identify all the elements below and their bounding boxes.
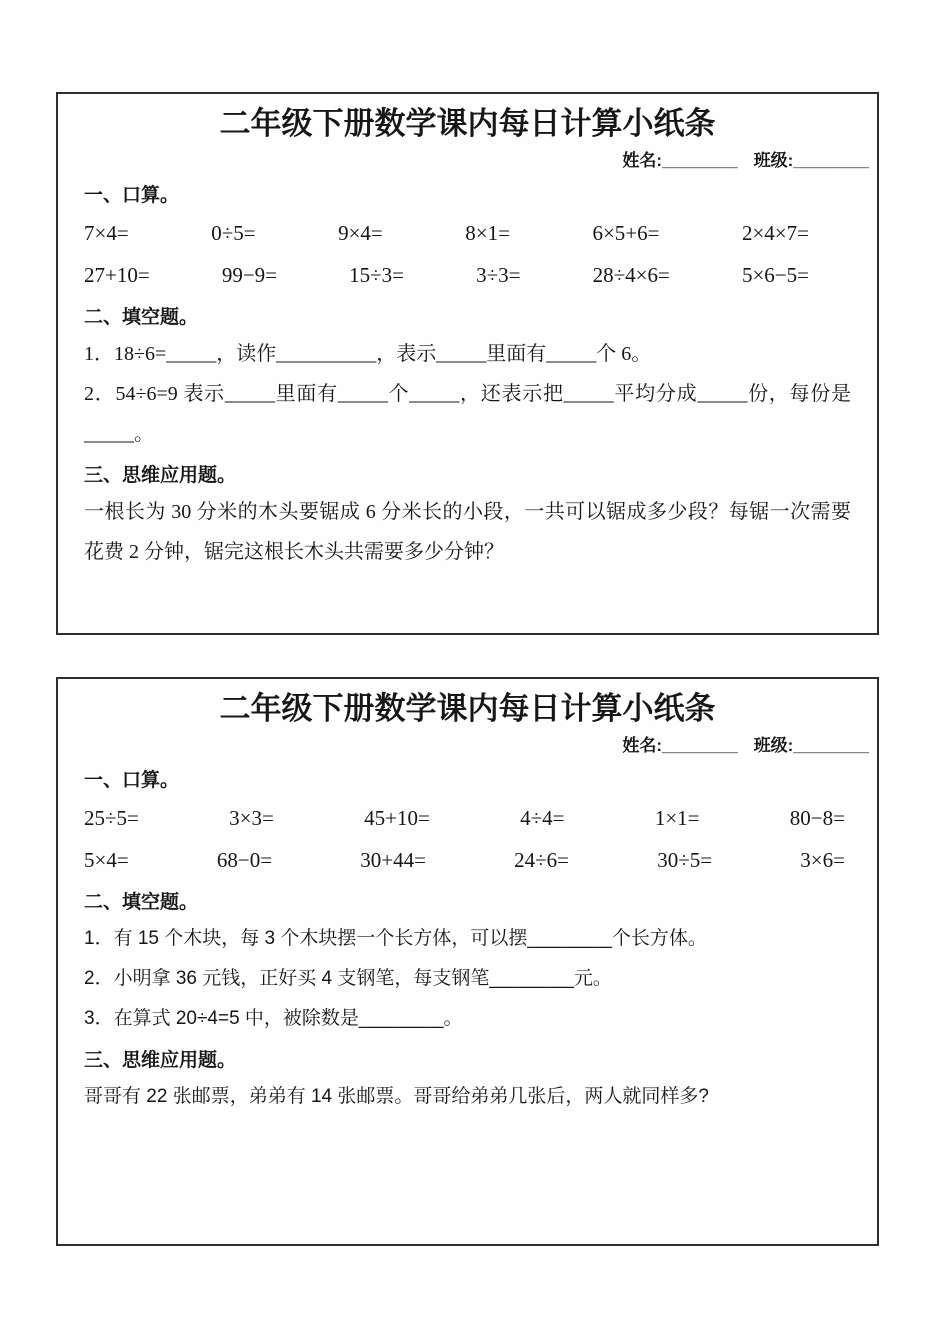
oral-row	[84, 212, 851, 254]
oral-problem: 30+44=	[360, 848, 426, 872]
oral-problem: 0÷5=	[211, 221, 256, 245]
section-heading-oral: 一、口算。	[84, 770, 180, 791]
section-heading-fill: 二、填空题。	[84, 892, 199, 913]
name-class-line	[84, 148, 869, 174]
class-label: 班级:	[753, 736, 794, 755]
oral-row	[84, 254, 851, 296]
oral-problem: 3÷3=	[476, 263, 521, 287]
section-heading-application: 三、思维应用题。	[84, 465, 237, 486]
fill-item: 1．18÷6=_____，读作__________，表示_____里面有_____个 6。	[84, 343, 652, 365]
oral-problem: 68−0=	[216, 848, 273, 872]
oral-problem: 1×1=	[654, 806, 700, 830]
name-blank: ________	[662, 736, 738, 755]
application-problem: 一根长为 30 分米的木头要锯成 6 分米长的小段，一共可以锯成多少段？每锯一次需要花费 2 分钟，锯完这根长木头共需要多少分钟？	[84, 501, 851, 563]
oral-problem: 3×6=	[800, 848, 845, 872]
oral-problem: 27+10=	[84, 263, 150, 287]
worksheet-card-2	[56, 677, 879, 1246]
oral-problem: 80−8=	[789, 806, 845, 830]
name-class-line	[84, 733, 869, 759]
fill-item: 1．有 15 个木块，每 3 个木块摆一个长方体，可以摆________个长方体。	[84, 928, 707, 949]
oral-problem: 5×4=	[84, 848, 129, 872]
oral-problem: 3×3=	[229, 806, 274, 830]
oral-problem: 30÷5=	[657, 848, 713, 872]
fill-item: 2．小明拿 36 元钱，正好买 4 支钢笔，每支钢笔________元。	[84, 968, 612, 989]
oral-row	[84, 797, 851, 839]
oral-problem: 28÷4×6=	[592, 263, 670, 287]
application-problem: 哥哥有 22 张邮票，弟弟有 14 张邮票。哥哥给弟弟几张后，两人就同样多?	[84, 1086, 709, 1107]
section-heading-application: 三、思维应用题。	[84, 1050, 237, 1071]
oral-problem: 8×1=	[465, 221, 510, 245]
fill-item: 2．54÷6=9 表示_____里面有_____个_____，还表示把_____平均分成_____份，每份是_____。	[84, 383, 851, 445]
oral-problem: 6×5+6=	[592, 221, 660, 245]
name-label: 姓名:	[622, 736, 663, 755]
oral-problem: 9×4=	[338, 221, 383, 245]
oral-problem: 15÷3=	[349, 263, 404, 287]
oral-problem: 4÷4=	[520, 806, 565, 830]
oral-problem: 25÷5=	[84, 806, 139, 830]
worksheet-title: 二年级下册数学课内每日计算小纸条	[219, 691, 716, 726]
oral-problem: 7×4=	[84, 221, 129, 245]
oral-problem: 99−9=	[221, 263, 277, 287]
section-heading-fill: 二、填空题。	[84, 307, 199, 328]
name-label: 姓名:	[622, 151, 663, 170]
worksheet-title: 二年级下册数学课内每日计算小纸条	[219, 106, 716, 141]
section-heading-oral: 一、口算。	[84, 185, 180, 206]
oral-problem: 2×4×7=	[741, 221, 809, 245]
name-blank: ________	[662, 151, 738, 170]
class-blank: ________	[793, 151, 869, 170]
class-blank: ________	[793, 736, 869, 755]
oral-problem: 5×6−5=	[741, 263, 809, 287]
oral-problem: 45+10=	[364, 806, 430, 830]
oral-problem: 24÷6=	[514, 848, 569, 872]
fill-item: 3．在算式 20÷4=5 中，被除数是________。	[84, 1008, 463, 1029]
class-label: 班级:	[753, 151, 794, 170]
oral-row	[84, 839, 851, 881]
worksheet-card-1	[56, 92, 879, 635]
